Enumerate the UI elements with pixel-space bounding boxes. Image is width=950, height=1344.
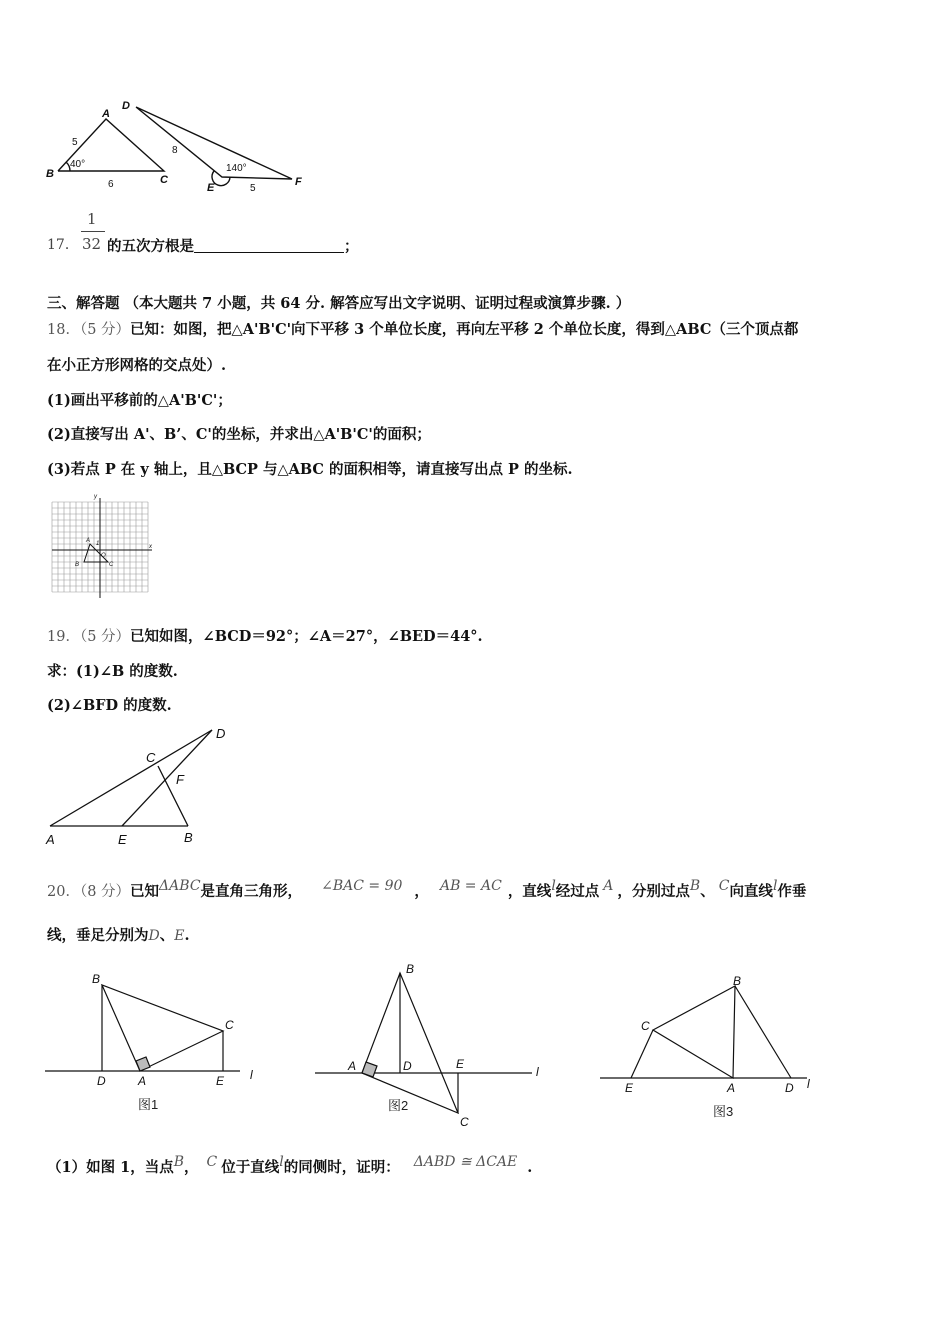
q19-figure bbox=[40, 722, 240, 852]
q19-stem bbox=[47, 627, 483, 647]
q20-p1-m4: ΔABD ≅ ΔCAE bbox=[413, 1154, 518, 1170]
q20-t8: 向直线 bbox=[729, 882, 773, 900]
q19-label-e: E bbox=[118, 832, 127, 847]
fig3-label-a: A bbox=[727, 1081, 736, 1095]
grid-label-y: y bbox=[94, 494, 97, 500]
fig1-label-d: D bbox=[97, 1074, 106, 1088]
q20-t7: 、 bbox=[700, 882, 715, 900]
measure-angle-b: 40° bbox=[70, 159, 86, 170]
fig3-triangle-abc bbox=[653, 986, 735, 1078]
q20-p1-c: 位于直线 bbox=[221, 1158, 280, 1176]
q19-label-b: B bbox=[184, 830, 193, 845]
fig1-label-l: l bbox=[250, 1068, 253, 1082]
q19-number: 19． bbox=[47, 629, 80, 645]
q20-stem-line2 bbox=[47, 926, 190, 946]
q20-m2: ∠BAC = 90 bbox=[321, 878, 403, 894]
q18-part1: (1)画出平移前的△A'B'C'； bbox=[47, 392, 232, 409]
fig2-right-angle bbox=[362, 1062, 377, 1077]
q20-p1-m2: C bbox=[206, 1154, 218, 1170]
q20-t10: 、 bbox=[159, 927, 175, 944]
q18-number: 18． bbox=[47, 322, 80, 338]
grid-label-x: x bbox=[149, 544, 152, 550]
q18-part3: (3)若点 P 在 y 轴上，且△BCP 与△ABC 的面积相等，请直接写出点 P 的坐标. bbox=[47, 461, 573, 478]
label-c: C bbox=[160, 174, 168, 186]
label-b: B bbox=[46, 168, 54, 180]
triangles-figure bbox=[40, 95, 320, 205]
line-ad bbox=[50, 730, 212, 826]
measure-de: 8 bbox=[172, 145, 178, 156]
q19-label-a: A bbox=[46, 832, 55, 847]
q20-line2-text: 线，垂足分别为 bbox=[47, 927, 149, 944]
fig2-label-d: D bbox=[403, 1059, 412, 1073]
coordinate-grid bbox=[48, 492, 156, 602]
label-f: F bbox=[295, 176, 302, 188]
q20-number: 20． bbox=[47, 883, 80, 900]
grid-label-one: 1 bbox=[96, 541, 100, 547]
q17-stem: 的五次方根是 bbox=[107, 238, 194, 255]
q19-label-f: F bbox=[176, 772, 184, 787]
label-a: A bbox=[102, 108, 110, 120]
fig1-right-angle bbox=[136, 1057, 150, 1071]
fig2-label-b: B bbox=[406, 962, 415, 976]
fig2-label-e: E bbox=[456, 1057, 465, 1071]
q20-t11: . bbox=[184, 927, 190, 944]
fig3-bd bbox=[735, 986, 791, 1078]
q20-t6: ，分别过点 bbox=[617, 882, 690, 900]
grid-label-o: O bbox=[101, 553, 106, 559]
grid-label-b: B bbox=[75, 562, 80, 568]
q20-m6: B bbox=[689, 878, 701, 894]
q20-p1-d: 的同侧时，证明： bbox=[283, 1158, 400, 1176]
q20-p1-m3: l bbox=[279, 1154, 284, 1170]
q20-t9: 作垂 bbox=[777, 882, 807, 900]
q18-stem1: 已知：如图，把△A'B'C'向下平移 3 个单位长度，再向左平移 2 个单位长度，得到△ABC（三个顶点都 bbox=[130, 321, 799, 338]
q17-answer-blank bbox=[194, 238, 344, 253]
q18-stem-line1 bbox=[47, 320, 798, 340]
q18-stem-line2: 在小正方形网格的交点处）. bbox=[47, 357, 227, 374]
q20-m8: l bbox=[772, 878, 778, 894]
q20-m5: A bbox=[603, 878, 614, 894]
q20-p1-e: . bbox=[527, 1158, 533, 1176]
q19-stem-text: 已知如图，∠BCD＝92°；∠A＝27°，∠BED＝44°. bbox=[130, 628, 483, 645]
fig3-ce bbox=[631, 1030, 653, 1078]
fig2-label-c: C bbox=[460, 1115, 469, 1129]
q19-label-d: D bbox=[216, 726, 226, 741]
q20-figure-2 bbox=[310, 958, 550, 1133]
measure-ef: 5 bbox=[250, 183, 256, 194]
q20-figure-1 bbox=[40, 965, 270, 1125]
q20-t3: ， bbox=[414, 882, 429, 900]
section-3-title: 三、解答题 （本大题共 7 小题，共 64 分. 解答应写出文字说明、证明过程或演算步骤. ） bbox=[47, 295, 631, 312]
q18-score: （5 分） bbox=[79, 322, 131, 338]
q17-fraction-denominator: 32 bbox=[82, 235, 102, 253]
fig2-label-a: A bbox=[348, 1059, 357, 1073]
q19-part2: (2)∠BFD 的度数. bbox=[47, 697, 172, 714]
fig1-triangle-abc bbox=[102, 985, 223, 1071]
fig3-label-d: D bbox=[785, 1081, 794, 1095]
triangle-def bbox=[136, 107, 292, 179]
q20-m7: C bbox=[718, 878, 730, 894]
q17-fraction-bar bbox=[81, 231, 105, 232]
fig3-label-l: l bbox=[807, 1077, 810, 1091]
q20-part1 bbox=[47, 1152, 532, 1178]
q20-p1-a: （1）如图 1，当点 bbox=[47, 1158, 174, 1176]
question-17 bbox=[47, 210, 447, 260]
q20-t5: 经过点 bbox=[555, 882, 600, 900]
label-d: D bbox=[122, 100, 130, 112]
fig1-label-e: E bbox=[216, 1074, 225, 1088]
line-ed bbox=[122, 730, 212, 826]
q20-m4: l bbox=[551, 878, 556, 894]
fig1-caption: 图1 bbox=[138, 1097, 159, 1112]
q20-m3: AB = AC bbox=[439, 878, 502, 894]
q17-number: 17． bbox=[47, 237, 79, 253]
q17-text bbox=[107, 235, 359, 256]
grid-label-c: C bbox=[109, 562, 114, 568]
q19-label-c: C bbox=[146, 750, 156, 765]
fig3-label-c: C bbox=[641, 1019, 650, 1033]
measure-bc: 6 bbox=[108, 179, 114, 190]
fig2-caption: 图2 bbox=[388, 1098, 409, 1113]
q20-score: （8 分） bbox=[79, 883, 131, 900]
q17-fraction-numerator: 1 bbox=[87, 210, 97, 228]
fig1-label-c: C bbox=[225, 1018, 234, 1032]
q20-m9: D bbox=[148, 928, 160, 944]
q20-p1-m1: B bbox=[173, 1154, 185, 1170]
label-e: E bbox=[207, 182, 215, 194]
q18-part2: (2)直接写出 A'、B’、C'的坐标，并求出△A'B'C'的面积； bbox=[47, 426, 431, 443]
fig1-label-a: A bbox=[138, 1074, 147, 1088]
fig2-triangle-abc bbox=[362, 973, 458, 1113]
q20-t4: ，直线 bbox=[507, 882, 552, 900]
q20-t1: 已知 bbox=[130, 882, 160, 900]
fig2-label-l: l bbox=[536, 1065, 539, 1079]
fig3-label-b: B bbox=[733, 974, 742, 988]
q20-figure-3 bbox=[595, 968, 825, 1128]
q19-score: （5 分） bbox=[79, 629, 131, 645]
measure-angle-e: 140° bbox=[226, 163, 247, 174]
grid-label-a: A bbox=[86, 538, 91, 544]
q19-part1: 求：(1)∠B 的度数. bbox=[47, 663, 178, 680]
fig1-label-b: B bbox=[92, 972, 101, 986]
q20-m1: ΔABC bbox=[159, 878, 201, 894]
measure-ab: 5 bbox=[72, 137, 78, 148]
q17-tail: ； bbox=[344, 238, 359, 255]
q20-m10: E bbox=[174, 928, 185, 944]
fig3-label-e: E bbox=[625, 1081, 634, 1095]
q20-p1-b: ， bbox=[184, 1158, 199, 1176]
fig3-caption: 图3 bbox=[713, 1104, 734, 1119]
q20-stem-line1 bbox=[47, 876, 806, 902]
q20-t2: 是直角三角形， bbox=[200, 882, 303, 900]
